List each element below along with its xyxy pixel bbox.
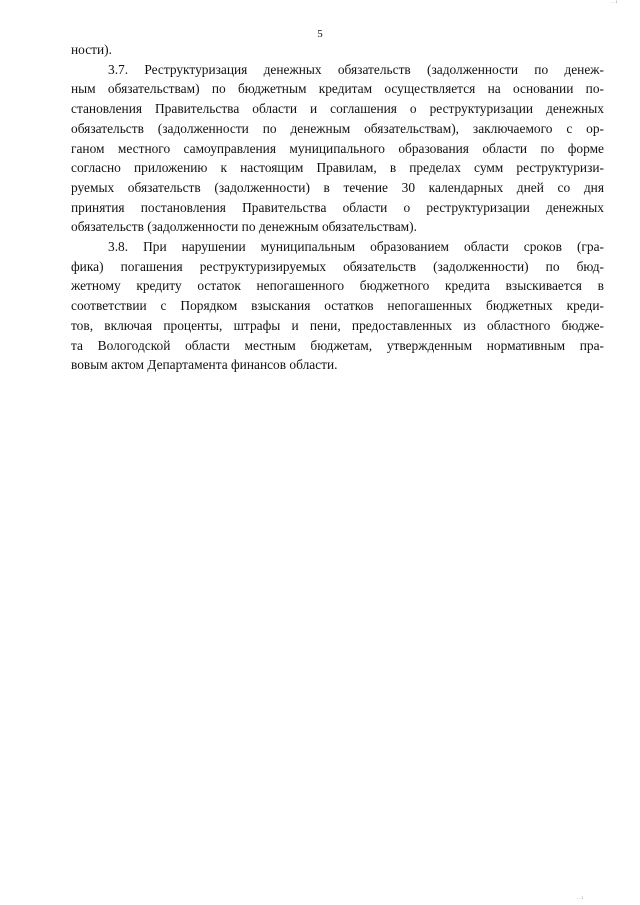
text-line: 3.7. Реструктуризация денежных обязательств (задолженности по денеж-	[108, 61, 604, 77]
text-line: соответствии с Порядком взыскания остатков непогашенных бюджетных креди-	[71, 298, 604, 314]
text-line: ности).	[71, 42, 112, 57]
text-line: жетному кредиту остаток непогашенного бюджетного кредита взыскивается в	[71, 278, 604, 294]
text-line: руемых обязательств (задолженности) в течение 30 календарных дней со дня	[71, 179, 604, 195]
text-line: становления Правительства области и соглашения о реструктуризации денежных	[71, 101, 604, 117]
text-line: ным обязательствам) по бюджетным кредитам осуществляется на основании по-	[71, 81, 604, 97]
text-line: ганом местного самоуправления муниципального образования области по форме	[71, 140, 604, 156]
text-line: фика) погашения реструктуризируемых обязательств (задолженности) по бюд-	[71, 258, 604, 274]
scan-corner-mark-bottom: ..ı	[577, 896, 584, 901]
text-line: тов, включая проценты, штрафы и пени, предоставленных из областного бюдже-	[71, 317, 604, 333]
text-line: та Вологодской области местным бюджетам, утвержденным нормативным пра-	[71, 337, 604, 353]
paragraph-3-8	[71, 237, 604, 375]
text-line: обязательств (задолженности по денежным обязательствам).	[71, 219, 417, 235]
page-number: 5	[317, 28, 323, 40]
text-line: обязательств (задолженности по денежным обязательствам), заключаемого с ор-	[71, 120, 604, 136]
continuation-paragraph	[71, 40, 604, 60]
text-line: 3.8. При нарушении муниципальным образованием области сроков (гра-	[108, 239, 604, 255]
text-line: принятия постановления Правительства области о реструктуризации денежных	[71, 199, 604, 215]
document-body	[71, 40, 604, 375]
text-line: вовым актом Департамента финансов области.	[71, 357, 338, 373]
paragraph-3-7	[71, 60, 604, 237]
scan-corner-mark-top: ..ı	[611, 0, 618, 5]
text-line: согласно приложению к настоящим Правилам, в пределах сумм реструктуризи-	[71, 160, 604, 176]
